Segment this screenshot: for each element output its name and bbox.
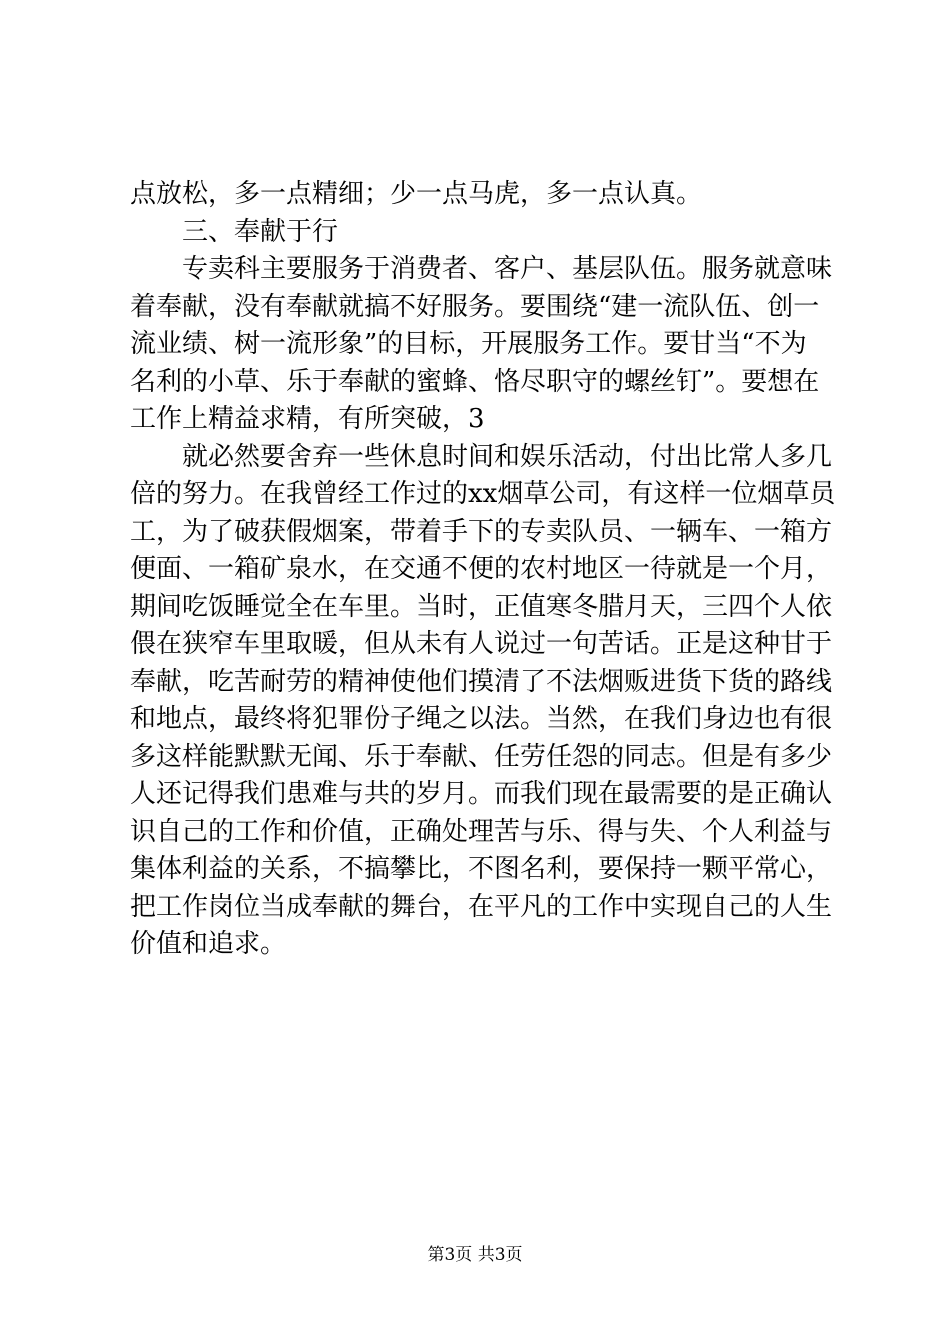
text-line: 工作上精益求精，有所突破，3	[130, 404, 485, 434]
text-line: 集体利益的关系，不搞攀比，不图名利，要保持一颗平常心，	[130, 854, 833, 884]
text-line: 把工作岗位当成奉献的舞台，在平凡的工作中实现自己的人生	[130, 891, 833, 922]
page-number: 第3页 共3页	[427, 1245, 523, 1265]
paragraph-first-line: 专卖科主要服务于消费者、客户、基层队伍。服务就意味	[182, 254, 833, 284]
text-line: 工，为了破获假烟案，带着手下的专卖队员、一辆车、一箱方	[130, 516, 833, 547]
text-line: 奉献，吃苦耐劳的精神使他们摸清了不法烟贩进货下货的路线	[130, 666, 833, 697]
text-line: 偎在狭窄车里取暖，但从未有人说过一句苦话。正是这种甘于	[130, 629, 833, 659]
text-line: 识自己的工作和价值，正确处理苦与乐、得与失、个人利益与	[130, 816, 833, 847]
text-line: 便面、一箱矿泉水，在交通不便的农村地区一待就是一个月，	[130, 554, 833, 584]
document-body	[130, 176, 836, 964]
text-line: 和地点，最终将犯罪份子绳之以法。当然，在我们身边也有很	[130, 704, 833, 734]
text-line: 点放松，多一点精细；少一点马虎，多一点认真。	[130, 179, 703, 209]
text-line: 倍的努力。在我曾经工作过的xx烟草公司，有这样一位烟草员	[130, 479, 836, 509]
paragraph-first-line: 就必然要舍弃一些休息时间和娱乐活动，付出比常人多几	[182, 441, 833, 472]
text-line: 着奉献，没有奉献就搞不好服务。要围绕“建一流队伍、创一	[130, 291, 820, 322]
text-line: 名利的小草、乐于奉献的蜜蜂、恪尽职守的螺丝钉”。要想在	[130, 366, 820, 397]
text-line: 价值和追求。	[130, 929, 287, 959]
text-line: 流业绩、树一流形象”的目标，开展服务工作。要甘当“不为	[130, 329, 807, 359]
text-line: 人还记得我们患难与共的岁月。而我们现在最需要的是正确认	[130, 779, 833, 809]
page-footer	[0, 1244, 950, 1266]
text-line: 期间吃饭睡觉全在车里。当时，正值寒冬腊月天，三四个人依	[130, 591, 833, 622]
text-line: 多这样能默默无闻、乐于奉献、任劳任怨的同志。但是有多少	[130, 741, 833, 772]
section-heading: 三、奉献于行	[182, 216, 339, 247]
